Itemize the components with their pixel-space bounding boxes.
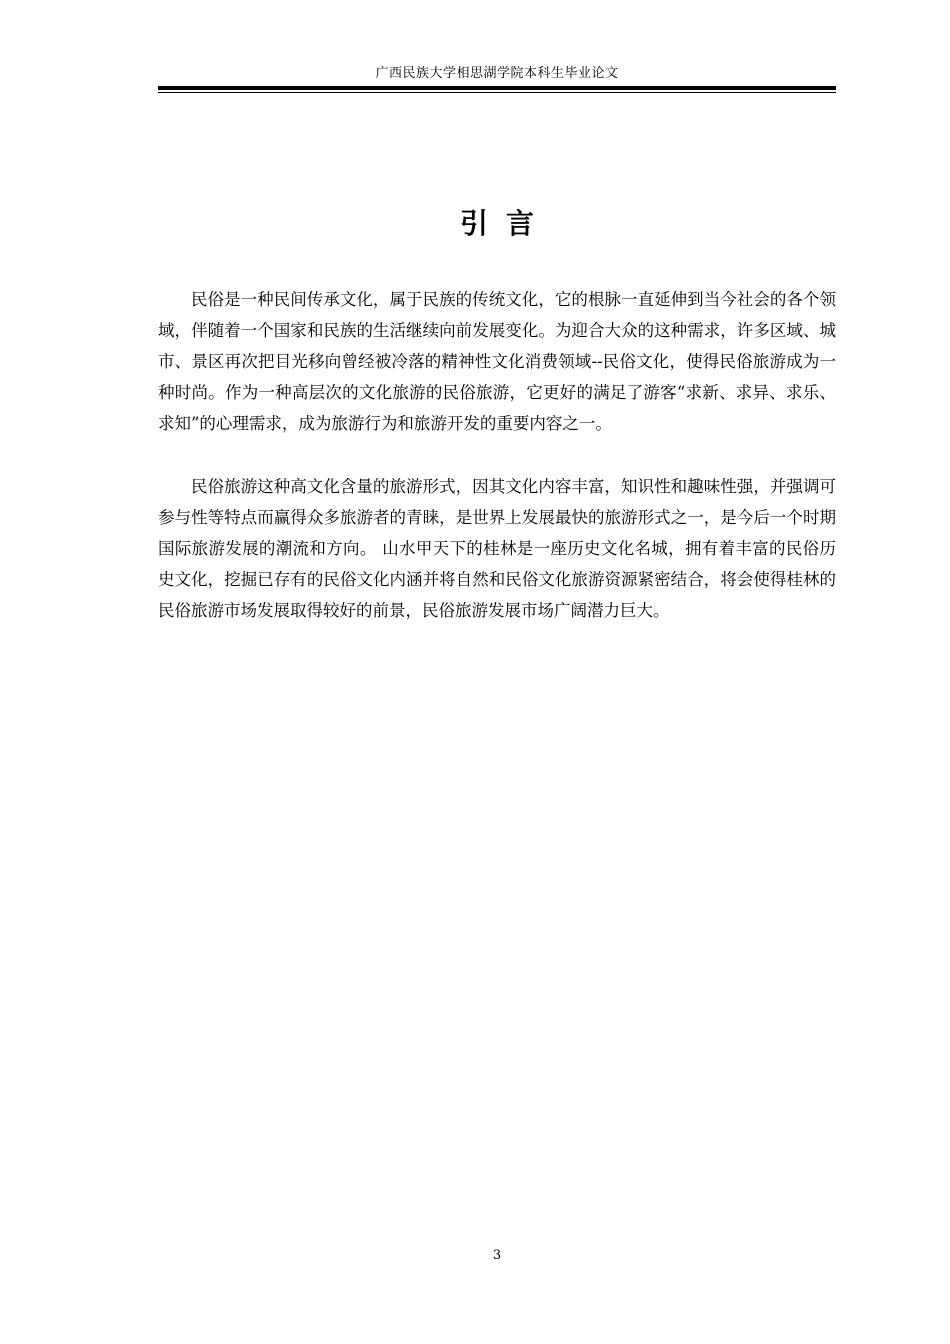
header-rule-thick <box>158 86 836 90</box>
running-header: 广西民族大学相思湖学院本科生毕业论文 <box>375 66 619 81</box>
header-rule-thin <box>158 92 836 93</box>
paragraph-1: 民俗是一种民间传承文化，属于民族的传统文化，它的根脉一直延伸到当今社会的各个领域，伴随着一个国家和民族的生活继续向前发展变化。为迎合大众的这种需求，许多区域、城市、景区再次把目光移向曾经被冷落的精神性文化消费领域--民俗文化，使得民俗旅游成为一种时尚。作为一种高层次的文化旅游的民俗旅游，它更好的满足了游客“求新、求异、求乐、求知”的心理需求，成为旅游行为和旅游开发的重要内容之一。 <box>158 290 836 433</box>
page-number: 3 <box>492 1248 502 1263</box>
chapter-title: 引言 <box>459 207 552 240</box>
body-text <box>158 284 836 658</box>
paragraph-2: 民俗旅游这种高文化含量的旅游形式，因其文化内容丰富，知识性和趣味性强，并强调可参与性等特点而赢得众多旅游者的青睐，是世界上发展最快的旅游形式之一，是今后一个时期国际旅游发展的潮流和方向。 山水甲天下的桂林是一座历史文化名城，拥有着丰富的民俗历史文化，挖掘已存有的民俗文化内涵并将自然和民俗文化旅游资源紧密结合，将会使得桂林的民俗旅游市场发展取得较好的前景，民俗旅游发展市场广阔潜力巨大。 <box>158 477 836 620</box>
